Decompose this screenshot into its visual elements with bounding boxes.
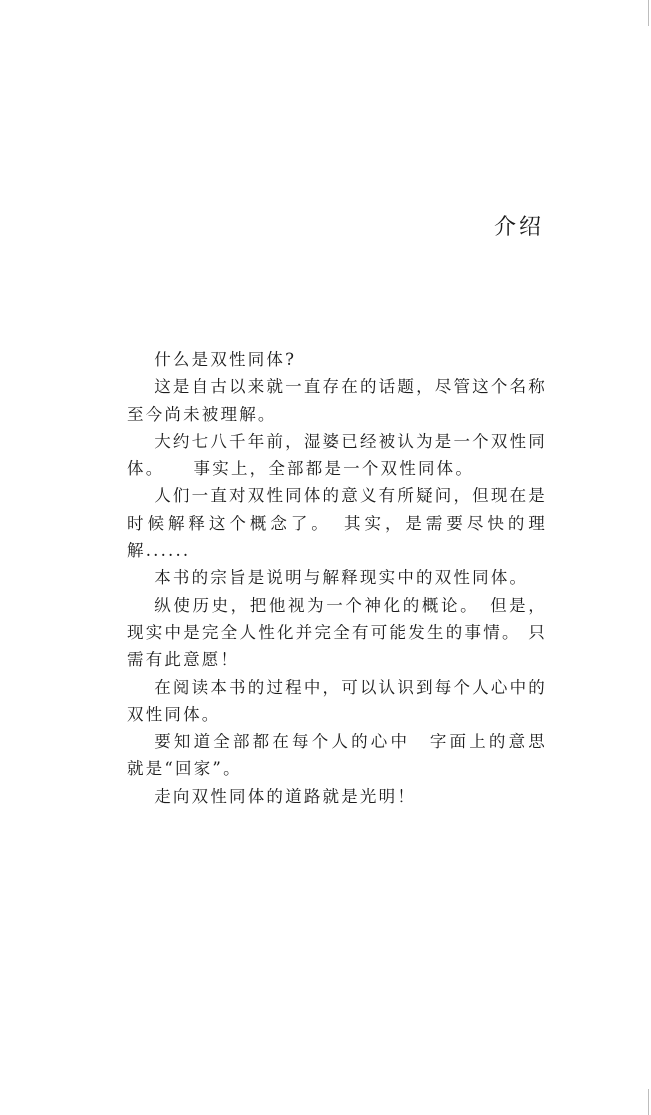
paragraph: 本书的宗旨是说明与解释现实中的双性同体。 xyxy=(154,568,529,588)
paragraph: 要知道全部都在每个人的心中 字面上的意思 就是“回家”。 xyxy=(127,732,547,779)
paragraph: 在阅读本书的过程中，可以认识到每个人心中的双性同体。 xyxy=(127,677,547,724)
paragraph: 纵使历史，把他视为一个神化的概论。 但是，现实中是完全人性化并完全有可能发生的事情。 只需有此意愿！ xyxy=(127,595,547,670)
page-edge-mark-top xyxy=(648,0,649,26)
paragraph-question: 什么是双性同体? xyxy=(154,350,297,369)
chapter-title: 介绍 xyxy=(493,215,544,240)
chapter-body xyxy=(127,346,547,810)
paragraph-closing: 走向双性同体的道路就是光明！ xyxy=(154,786,417,806)
page-edge-mark-bottom xyxy=(648,1089,649,1115)
paragraph: 人们一直对双性同体的意义有所疑问，但现在是时候解释这个概念了。 其实，是需要尽快的理解...... xyxy=(127,486,547,561)
paragraph: 这是自古以来就一直存在的话题，尽管这个名称至今尚未被理解。 xyxy=(127,377,547,424)
paragraph: 大约七八千年前，湿婆已经被认为是一个双性同体。 事实上，全部都是一个双性同体。 xyxy=(127,431,547,479)
